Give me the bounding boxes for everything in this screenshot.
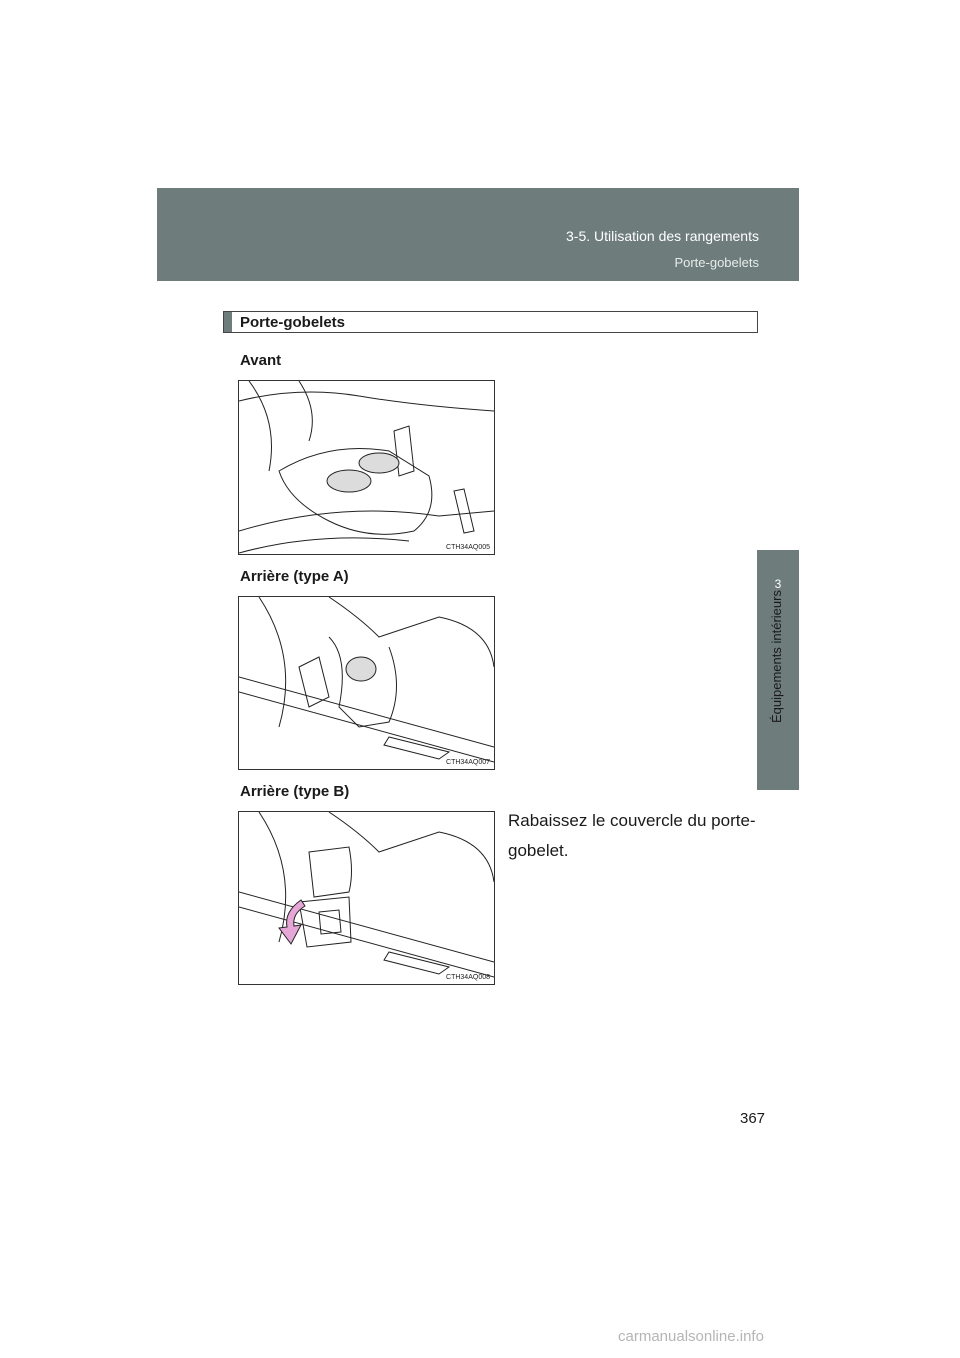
header-section-title: 3-5. Utilisation des rangements [566, 228, 759, 244]
subheading-rear-type-b: Arrière (type B) [240, 783, 350, 800]
instruction-text: Rabaissez le couvercle du porte-gobelet. [508, 811, 756, 860]
figure-code-front: CTH34AQ005 [446, 544, 490, 551]
chapter-label: Équipements intérieurs [769, 590, 784, 723]
header-subsection-title: Porte-gobelets [674, 255, 759, 270]
figure-rear-type-a [238, 596, 495, 770]
figure-rear-type-b [238, 811, 495, 985]
front-cupholder-illustration [239, 381, 494, 554]
header-band [157, 188, 799, 281]
subheading-rear-type-a: Arrière (type A) [240, 568, 349, 585]
rear-type-b-illustration [239, 812, 494, 984]
chapter-number: 3 [774, 577, 782, 591]
section-heading-box [223, 311, 758, 333]
section-title: Porte-gobelets [240, 314, 346, 331]
rear-type-a-illustration [239, 597, 494, 769]
figure-code-rear-type-a: CTH34AQ007 [446, 759, 490, 766]
section-heading-bar [224, 312, 232, 332]
figure-front-cupholders [238, 380, 495, 555]
page-number: 367 [740, 1110, 766, 1127]
watermark: carmanualsonline.info [618, 1328, 764, 1345]
subheading-front: Avant [240, 352, 282, 369]
figure-code-rear-type-b: CTH34AQ008 [446, 974, 490, 981]
